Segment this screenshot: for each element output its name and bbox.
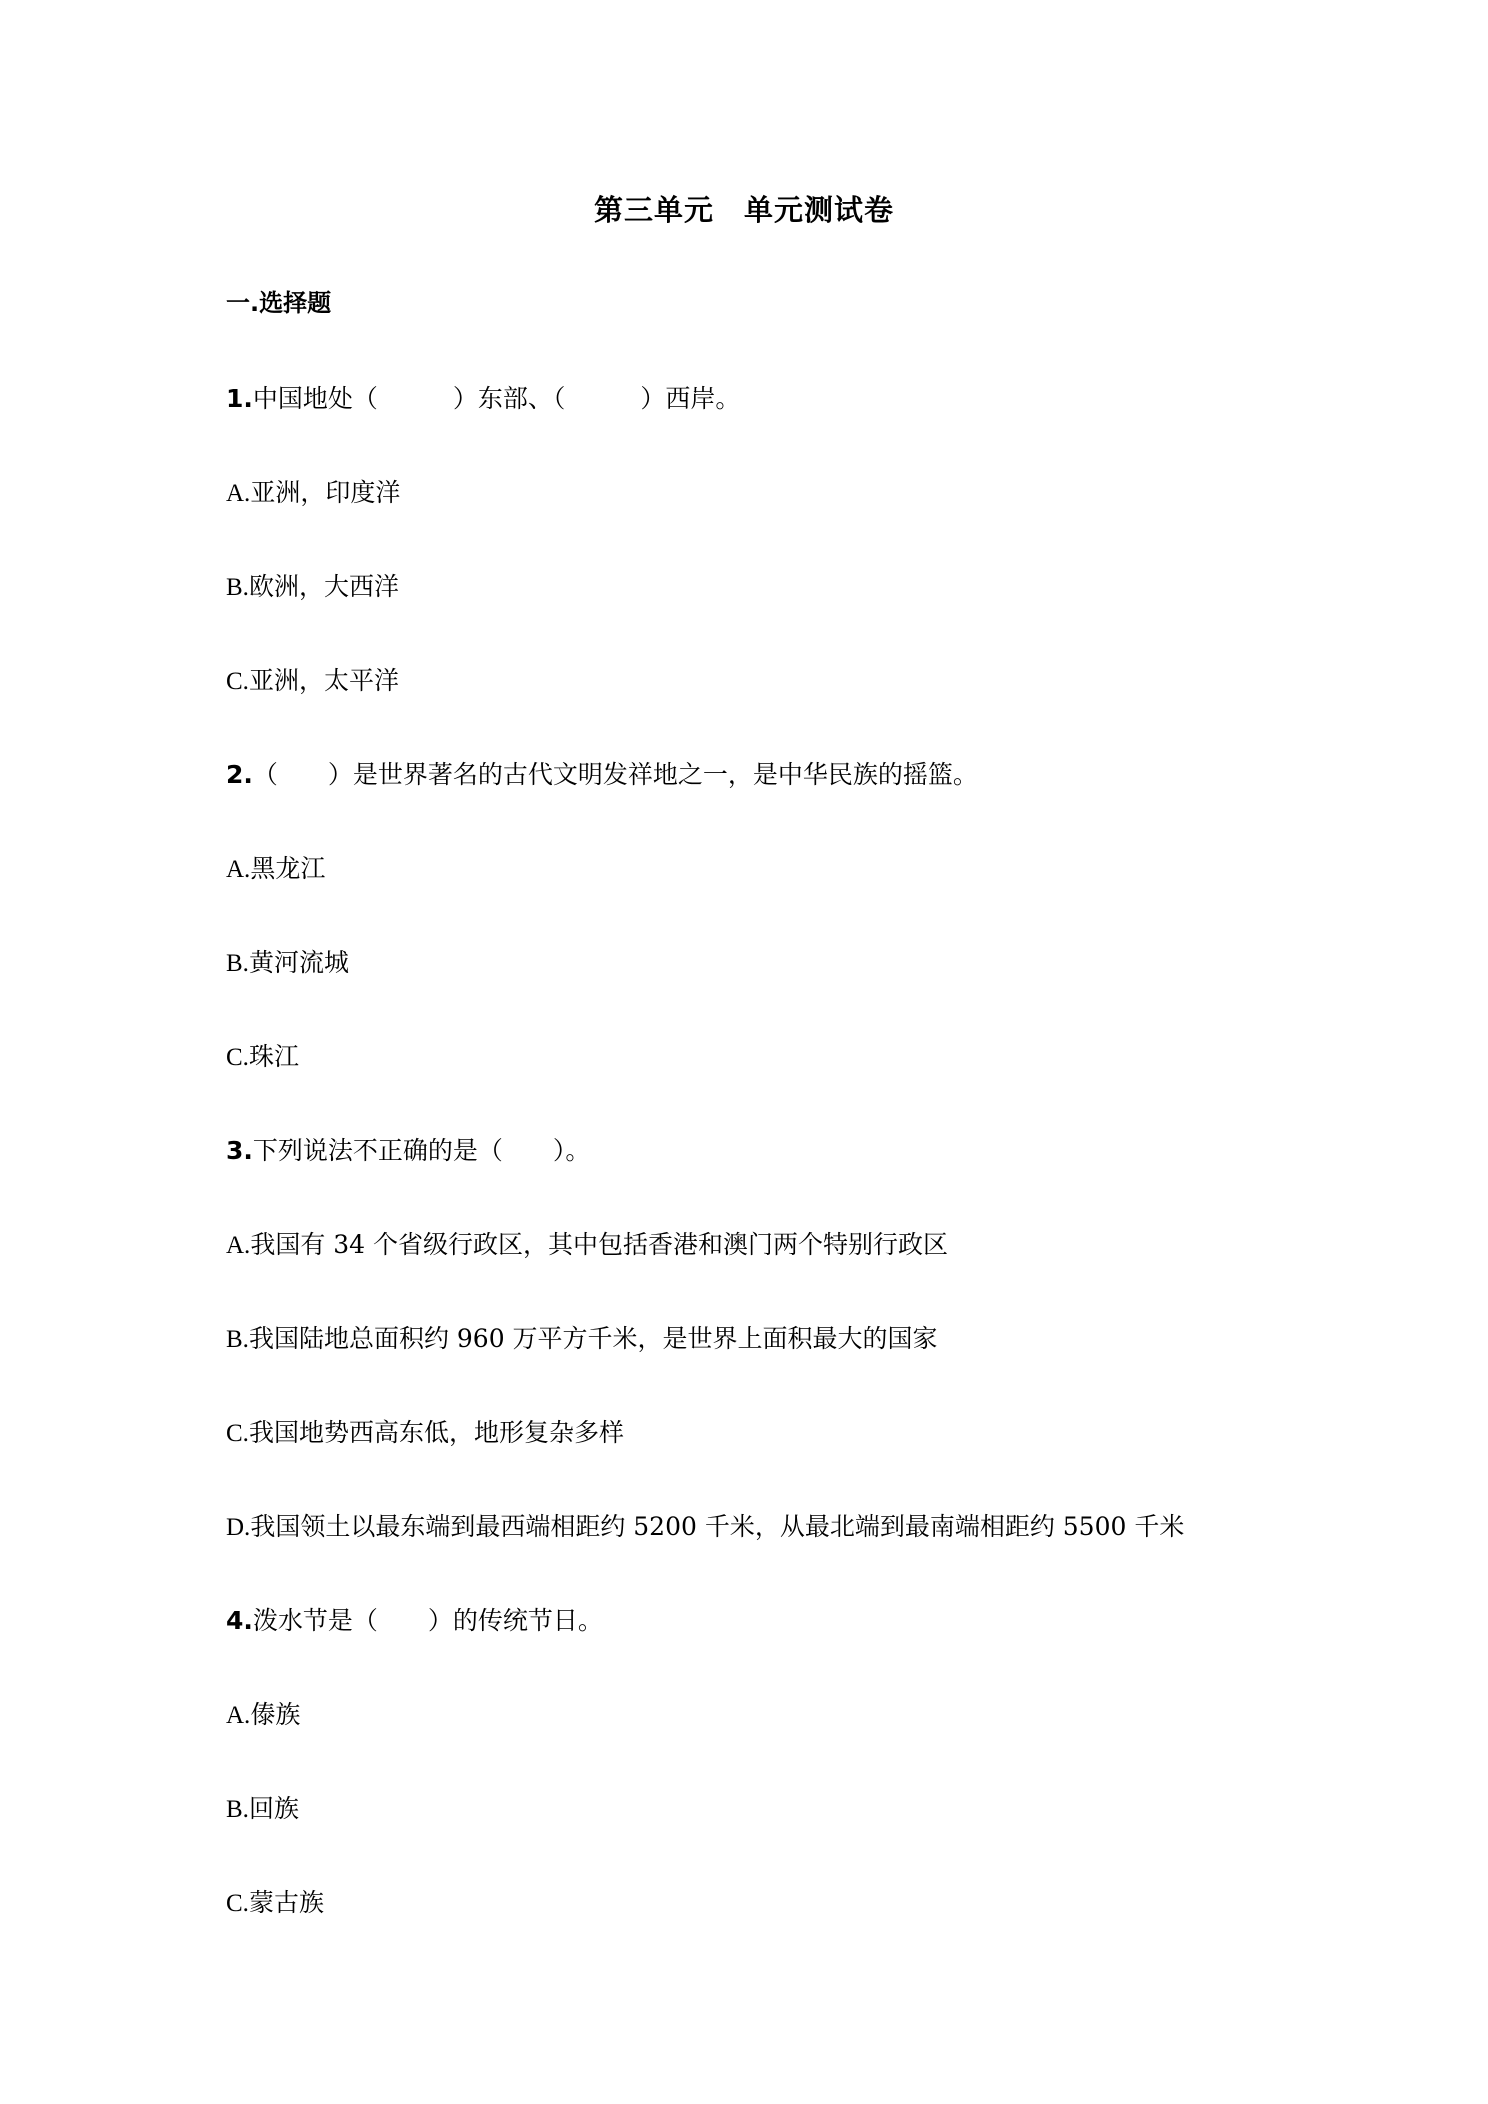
question-4-option-c (226, 1886, 324, 1921)
option-text: 珠江 (248, 1042, 299, 1071)
question-number: 3. (226, 1136, 253, 1165)
option-text: 我国地势西高东低，地形复杂多样 (248, 1418, 624, 1447)
option-text: 傣族 (250, 1700, 301, 1729)
option-letter: A. (226, 1232, 251, 1259)
question-2-option-b (226, 946, 349, 981)
option-letter: C. (226, 1044, 249, 1071)
question-1-option-a (226, 476, 400, 511)
option-text: 我国领土以最东端到最西端相距约 5200 千米，从最北端到最南端相距约 5500 千米 (250, 1512, 1185, 1541)
option-letter: A. (226, 1702, 251, 1729)
option-letter: C. (226, 1420, 249, 1447)
option-text: 我国有 34 个省级行政区，其中包括香港和澳门两个特别行政区 (250, 1230, 949, 1259)
option-text: 蒙古族 (248, 1888, 324, 1917)
question-1-option-c (226, 664, 399, 699)
option-text: 我国陆地总面积约 960 万平方千米，是世界上面积最大的国家 (248, 1324, 938, 1353)
question-4 (226, 1604, 603, 1638)
question-4-option-b (226, 1792, 299, 1827)
question-number: 1. (226, 384, 253, 413)
option-letter: A. (226, 856, 251, 883)
option-letter: C. (226, 1890, 249, 1917)
page-title: 第三单元 单元测试卷 (593, 193, 894, 227)
option-text: 黑龙江 (250, 854, 326, 883)
question-1 (226, 382, 740, 416)
option-text: 亚洲，印度洋 (250, 478, 401, 507)
section-heading: 一.选择题 (226, 289, 332, 317)
option-letter: B. (226, 1326, 249, 1353)
question-number: 2. (226, 760, 253, 789)
option-letter: C. (226, 668, 249, 695)
question-1-option-b (226, 570, 399, 605)
question-3 (226, 1134, 590, 1168)
option-letter: D. (226, 1514, 251, 1541)
question-2-option-c (226, 1040, 299, 1075)
question-4-option-a (226, 1698, 300, 1733)
question-stem: 下列说法不正确的是（ ）。 (252, 1136, 591, 1165)
option-text: 亚洲，太平洋 (248, 666, 399, 695)
question-3-option-a (226, 1228, 948, 1263)
question-3-option-c (226, 1416, 624, 1451)
question-stem: 中国地处（ ）东部、（ ）西岸。 (252, 384, 741, 413)
option-letter: B. (226, 950, 249, 977)
question-stem: （ ）是世界著名的古代文明发祥地之一，是中华民族的摇篮。 (252, 760, 978, 789)
option-letter: B. (226, 1796, 249, 1823)
question-3-option-d (226, 1510, 1184, 1545)
question-3-option-b (226, 1322, 938, 1357)
question-2 (226, 758, 978, 792)
option-letter: B. (226, 574, 249, 601)
option-letter: A. (226, 480, 251, 507)
option-text: 黄河流城 (248, 948, 349, 977)
question-stem: 泼水节是（ ）的传统节日。 (252, 1606, 603, 1635)
question-number: 4. (226, 1606, 253, 1635)
question-2-option-a (226, 852, 325, 887)
option-text: 欧洲，大西洋 (248, 572, 399, 601)
option-text: 回族 (248, 1794, 299, 1823)
